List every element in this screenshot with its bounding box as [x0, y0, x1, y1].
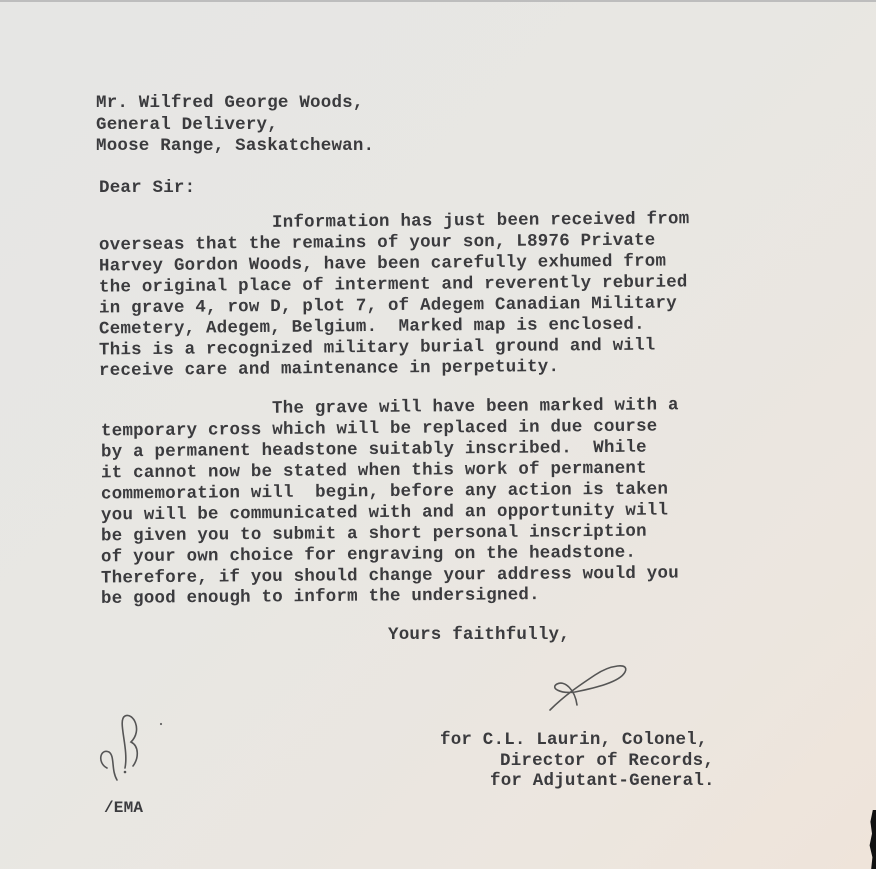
- paragraph2-line: commemoration will begin, before any action is taken: [100, 479, 669, 505]
- paragraph2-line: of your own choice for engraving on the headstone.: [100, 542, 637, 568]
- address-line-name: Mr. Wilfred George Woods,: [96, 93, 364, 113]
- paragraph1-line: in grave 4, row D, plot 7, of Adegem Canadian Military: [98, 293, 677, 319]
- page-top-edge: [0, 0, 876, 2]
- typist-reference: /EMA: [104, 799, 144, 817]
- address-line-location: Moose Range, Saskatchewan.: [96, 136, 375, 156]
- paragraph1-line: overseas that the remains of your son, L8976 Private: [98, 230, 656, 256]
- paragraph1-line: Harvey Gordon Woods, have been carefully exhumed from: [98, 251, 667, 277]
- paragraph2-line: you will be communicated with and an opportunity will: [100, 500, 669, 526]
- paragraph1-line: receive care and maintenance in perpetuity.: [98, 356, 560, 382]
- torn-page-edge: [868, 810, 876, 869]
- address-line-delivery: General Delivery,: [96, 115, 278, 135]
- handwritten-signature: [545, 660, 635, 715]
- paragraph2-line: it cannot now be stated when this work of permanent: [100, 458, 647, 484]
- paragraph2-line: be good enough to inform the undersigned.: [100, 585, 540, 609]
- paragraph2-line: be given you to submit a short personal inscription: [100, 521, 647, 547]
- paragraph2-line: Therefore, if you should change your address would you: [100, 563, 679, 589]
- signature-line-office: for Adjutant-General.: [490, 771, 715, 791]
- paragraph2-line: by a permanent headstone suitably inscribed. While: [100, 437, 647, 463]
- paragraph2-line: The grave will have been marked with a: [271, 395, 679, 419]
- paragraph1-line: This is a recognized military burial ground and will: [98, 335, 656, 361]
- signature-line-name: for C.L. Laurin, Colonel,: [440, 730, 708, 750]
- paragraph2-line: temporary cross which will be replaced in due course: [100, 416, 658, 442]
- signature-line-title: Director of Records,: [500, 751, 715, 771]
- paragraph1-line: Cemetery, Adegem, Belgium. Marked map is enclosed.: [98, 314, 645, 340]
- paragraph1-line: the original place of interment and reverently reburied: [98, 272, 688, 298]
- paragraph1-line: Information has just been received from: [271, 209, 690, 233]
- salutation: Dear Sir:: [99, 178, 196, 198]
- handwritten-initials: [95, 708, 170, 788]
- closing: Yours faithfully,: [388, 625, 570, 645]
